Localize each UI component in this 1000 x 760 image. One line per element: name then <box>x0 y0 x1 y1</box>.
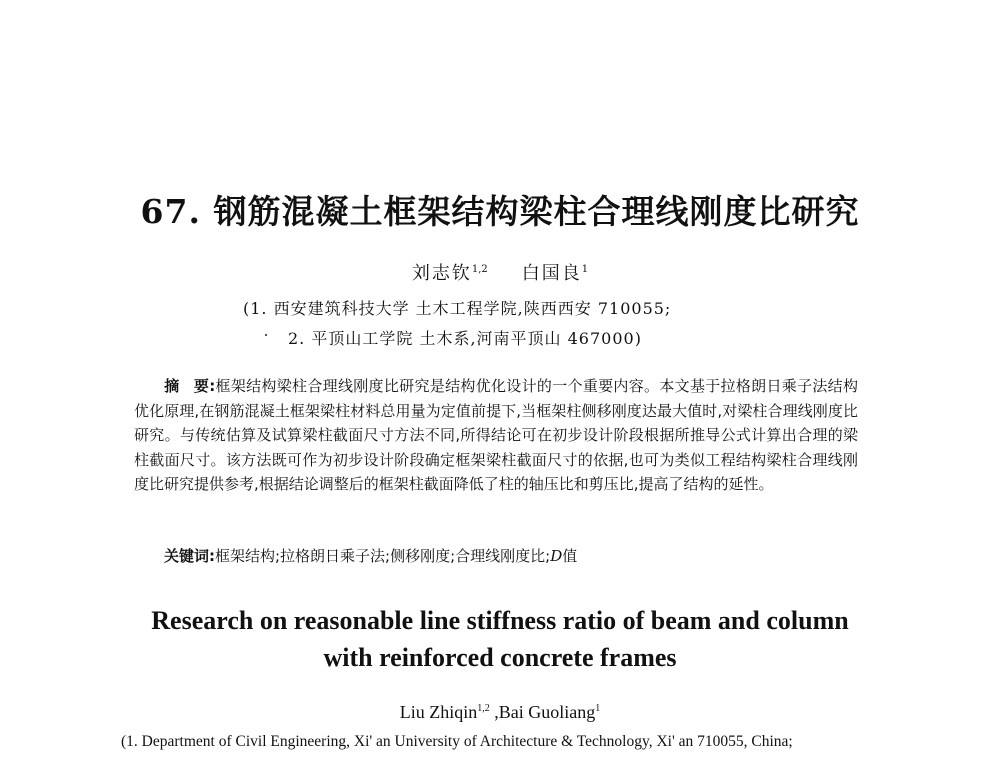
keywords <box>164 545 864 566</box>
abstract-text: 框架结构梁柱合理线刚度比研究是结构优化设计的一个重要内容。本文基于拉格朗日乘子法结构优化原理,在钢筋混凝土框架梁柱材料总用量为定值前提下,当框架柱侧移刚度达最大值时,对梁柱合理线刚度比研究。与传统估算及试算梁柱截面尺寸方法不同,所得结论可在初步设计阶段根据所推导公式计算出合理的梁柱截面尺寸。该方法既可作为初步设计阶段确定框架梁柱截面尺寸的依据,也可为类似工程结构梁柱合理线刚度比研究提供参考,根据结论调整后的框架柱截面降低了柱的轴压比和剪压比,提高了结构的延性。 <box>134 377 858 494</box>
english-affiliation: (1. Department of Civil Engineering, Xi' an University of Architecture & Technology, Xi' an 710055, China; <box>121 733 793 750</box>
affiliation-text: 2. 平顶山工学院 土木系,河南平顶山 467000) <box>288 329 642 348</box>
keywords-italic-symbol: D <box>550 547 563 565</box>
keywords-label: 关键词: <box>164 547 215 565</box>
author-name: 刘志钦 <box>411 263 472 284</box>
chinese-authors <box>0 259 1000 285</box>
english-title-line-1: Research on reasonable line stiffness ratio of beam and column <box>151 606 849 635</box>
abstract-label: 摘 要: <box>164 377 216 395</box>
author-affiliation-mark: 1 <box>595 703 601 714</box>
affiliation-text: (1. 西安建筑科技大学 土木工程学院,陕西西安 710055; <box>243 299 672 318</box>
author-affiliation-mark: 1,2 <box>477 703 490 714</box>
english-title-line-2: with reinforced concrete frames <box>323 643 677 672</box>
keywords-text: 框架结构;拉格朗日乘子法;侧移刚度;合理线刚度比; <box>215 547 551 565</box>
english-authors <box>0 702 1000 723</box>
author-name: Bai Guoliang <box>498 702 596 722</box>
scan-speck <box>265 334 267 336</box>
author-affiliation-mark: 1 <box>581 264 589 275</box>
author-separator: , <box>489 702 499 722</box>
author-affiliation-mark: 1,2 <box>471 264 488 275</box>
abstract <box>134 374 858 497</box>
author-name: Liu Zhiqin <box>399 702 478 722</box>
chinese-title: 67. 钢筋混凝土框架结构梁柱合理线刚度比研究 <box>140 192 860 231</box>
keywords-tail: 值 <box>562 547 578 565</box>
author-name: 白国良 <box>521 263 582 284</box>
